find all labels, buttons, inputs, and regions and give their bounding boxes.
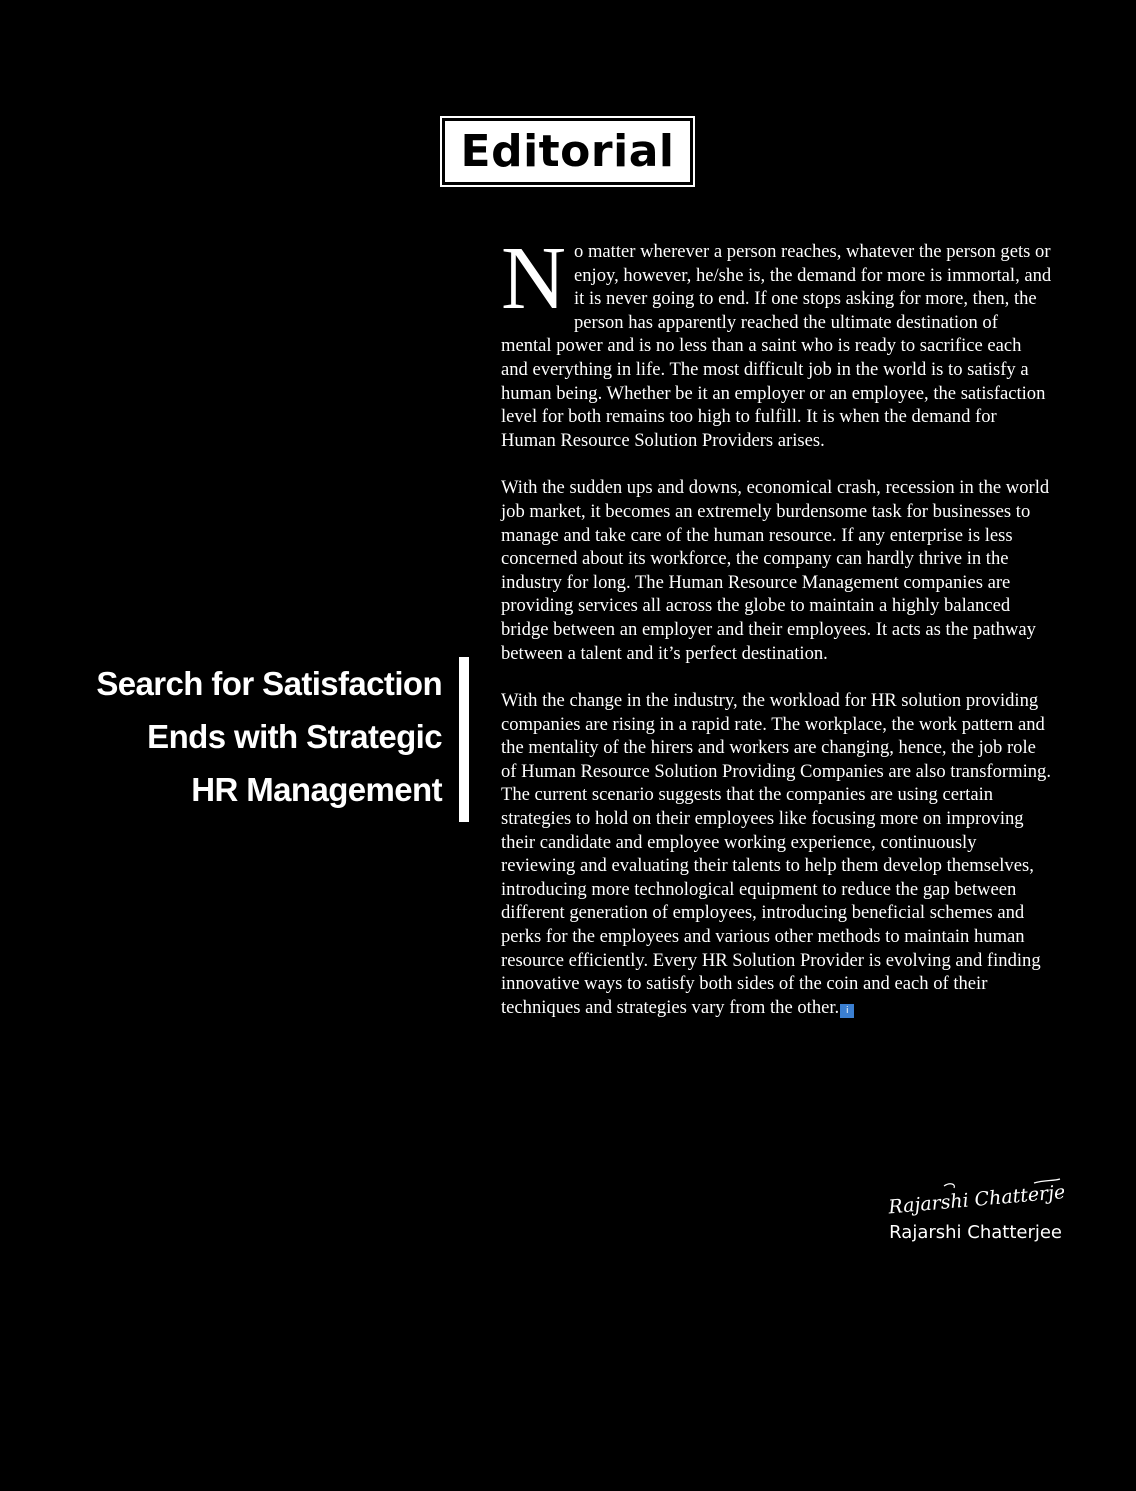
- author-name: Rajarshi Chatterjee: [889, 1222, 1062, 1243]
- headline-line-1: Search for Satisfaction: [96, 665, 442, 702]
- article-paragraph-2: With the sudden ups and downs, economical crash, recession in the world job market, it becomes an extremely burdensome task for businesses to manage and take care of the human resource. If any enterprise is less concerned about its workforce, the company can hardly thrive in the industry for long. The Human Resource Management companies are providing services all across the globe to maintain a highly balanced bridge between an employer and their employees. It acts as the pathway between a talent and it’s perfect destination.: [501, 477, 1050, 664]
- paragraph-3-text: With the change in the industry, the workload for HR solution providing companies are rising in a rapid rate. The workplace, the work pattern and the mentality of the hirers and workers are changing, hence, the job role of Human Resource Solution Providing Companies are also transforming. The current scenario suggests that the companies are using certain strategies to hold on their employees like focusing more on improving their candidate and employee working experience, continuously reviewing and evaluating their talents to help them develop themselves, introducing more technological equipment to reduce the gap between different generation of employees, introducing beneficial schemes and perks for the employees and various other methods to maintain human resource efficiently. Every HR Solution Provider is evolving and finding innovative ways to satisfy both sides of the coin and each of their techniques and strategies vary from the other.: [501, 690, 1051, 1018]
- article-body: [501, 229, 1052, 1043]
- article-paragraph-1: [501, 229, 1052, 452]
- headline-divider-bar: [459, 657, 469, 822]
- author-signature: [884, 1178, 1064, 1218]
- headline-line-2: Ends with Strategic: [147, 718, 442, 755]
- paragraph-1-text: o matter wherever a person reaches, whatever the person gets or enjoy, however, he/she is, the demand for more is immortal, and it is never going to end. If one stops asking for more, then, the person has apparently reached the ultimate destination of mental power and is no less than a saint who is ready to sacrifice each and everything in life. The most difficult job in the world is to satisfy a human being. Whether be it an employer or an employee, the satisfaction level for both remains too high to fulfill. It is when the demand for Human Resource Solution Providers arises.: [501, 241, 1052, 451]
- masthead-title: Editorial: [460, 125, 675, 177]
- article-paragraph-3: [501, 689, 1052, 1019]
- signature-image: [884, 1178, 1064, 1218]
- end-of-article-icon: i: [840, 1004, 854, 1018]
- masthead-plate: [445, 121, 690, 182]
- drop-cap: N: [501, 229, 566, 328]
- signature-text: Rajarshi Chatterjee: [887, 1180, 1064, 1218]
- headline-line-3: HR Management: [191, 771, 442, 808]
- article-headline: [40, 657, 442, 816]
- masthead-frame: [440, 116, 695, 187]
